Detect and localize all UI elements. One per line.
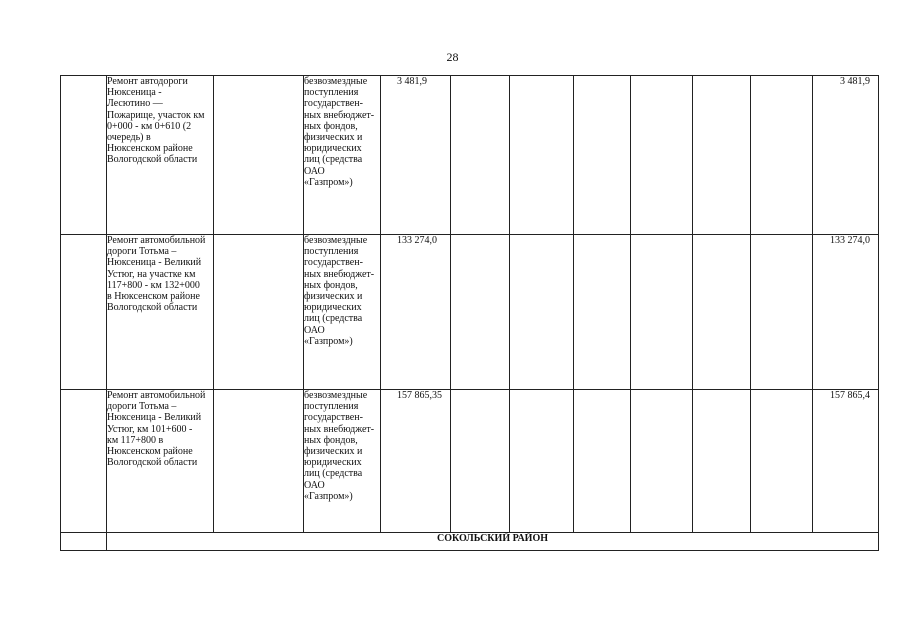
empty-cell bbox=[510, 235, 574, 390]
amount-cell: 157 865,35 bbox=[381, 390, 451, 533]
table-row bbox=[61, 76, 879, 235]
row-number-cell bbox=[61, 235, 107, 390]
empty-cell bbox=[451, 235, 510, 390]
funding-source-cell: безвозмездные поступления государствен- ных внебюджет- ных фондов, физических и юридических лиц (средства ОАО «Газпром») bbox=[304, 235, 381, 390]
empty-cell bbox=[574, 390, 631, 533]
empty-cell bbox=[451, 76, 510, 235]
empty-cell bbox=[214, 390, 304, 533]
empty-cell bbox=[574, 235, 631, 390]
empty-cell bbox=[510, 76, 574, 235]
district-heading-row bbox=[61, 533, 879, 551]
total-cell: 157 865,4 bbox=[813, 390, 879, 533]
empty-cell bbox=[631, 235, 693, 390]
funding-source-cell: безвозмездные поступления государствен- ных внебюджет- ных фондов, физических и юридических лиц (средства ОАО «Газпром») bbox=[304, 76, 381, 235]
empty-cell bbox=[693, 390, 751, 533]
budget-table bbox=[60, 75, 879, 551]
empty-cell bbox=[751, 235, 813, 390]
amount-cell: 3 481,9 bbox=[381, 76, 451, 235]
empty-cell bbox=[451, 390, 510, 533]
page-number: 28 bbox=[446, 50, 459, 64]
object-name-cell: Ремонт автомобильной дороги Тотьма – Нюксеница - Великий Устюг, км 101+600 - км 117+800 в Нюксенском районе Вологодской области bbox=[107, 390, 214, 533]
empty-cell bbox=[574, 76, 631, 235]
row-number-cell bbox=[61, 76, 107, 235]
total-cell: 3 481,9 bbox=[813, 76, 879, 235]
empty-cell bbox=[693, 76, 751, 235]
funding-source-cell: безвозмездные поступления государствен- ных внебюджет- ных фондов, физических и юридических лиц (средства ОАО «Газпром») bbox=[304, 390, 381, 533]
empty-cell bbox=[214, 76, 304, 235]
row-number-cell bbox=[61, 390, 107, 533]
table-row bbox=[61, 235, 879, 390]
empty-cell bbox=[510, 390, 574, 533]
empty-cell bbox=[751, 76, 813, 235]
empty-cell bbox=[631, 76, 693, 235]
amount-cell: 133 274,0 bbox=[381, 235, 451, 390]
empty-cell bbox=[751, 390, 813, 533]
empty-cell bbox=[693, 235, 751, 390]
district-heading: СОКОЛЬСКИЙ РАЙОН bbox=[107, 533, 879, 551]
object-name-cell: Ремонт автодороги Нюксеница - Лесютино — Пожарище, участок км 0+000 - км 0+610 (2 очередь) в Нюксенском районе Вологодской области bbox=[107, 76, 214, 235]
row-number-cell bbox=[61, 533, 107, 551]
object-name-cell: Ремонт автомобильной дороги Тотьма – Нюксеница - Великий Устюг, на участке км 117+800 - км 132+000 в Нюксенском районе Вологодской области bbox=[107, 235, 214, 390]
table-row bbox=[61, 390, 879, 533]
empty-cell bbox=[631, 390, 693, 533]
empty-cell bbox=[214, 235, 304, 390]
total-cell: 133 274,0 bbox=[813, 235, 879, 390]
